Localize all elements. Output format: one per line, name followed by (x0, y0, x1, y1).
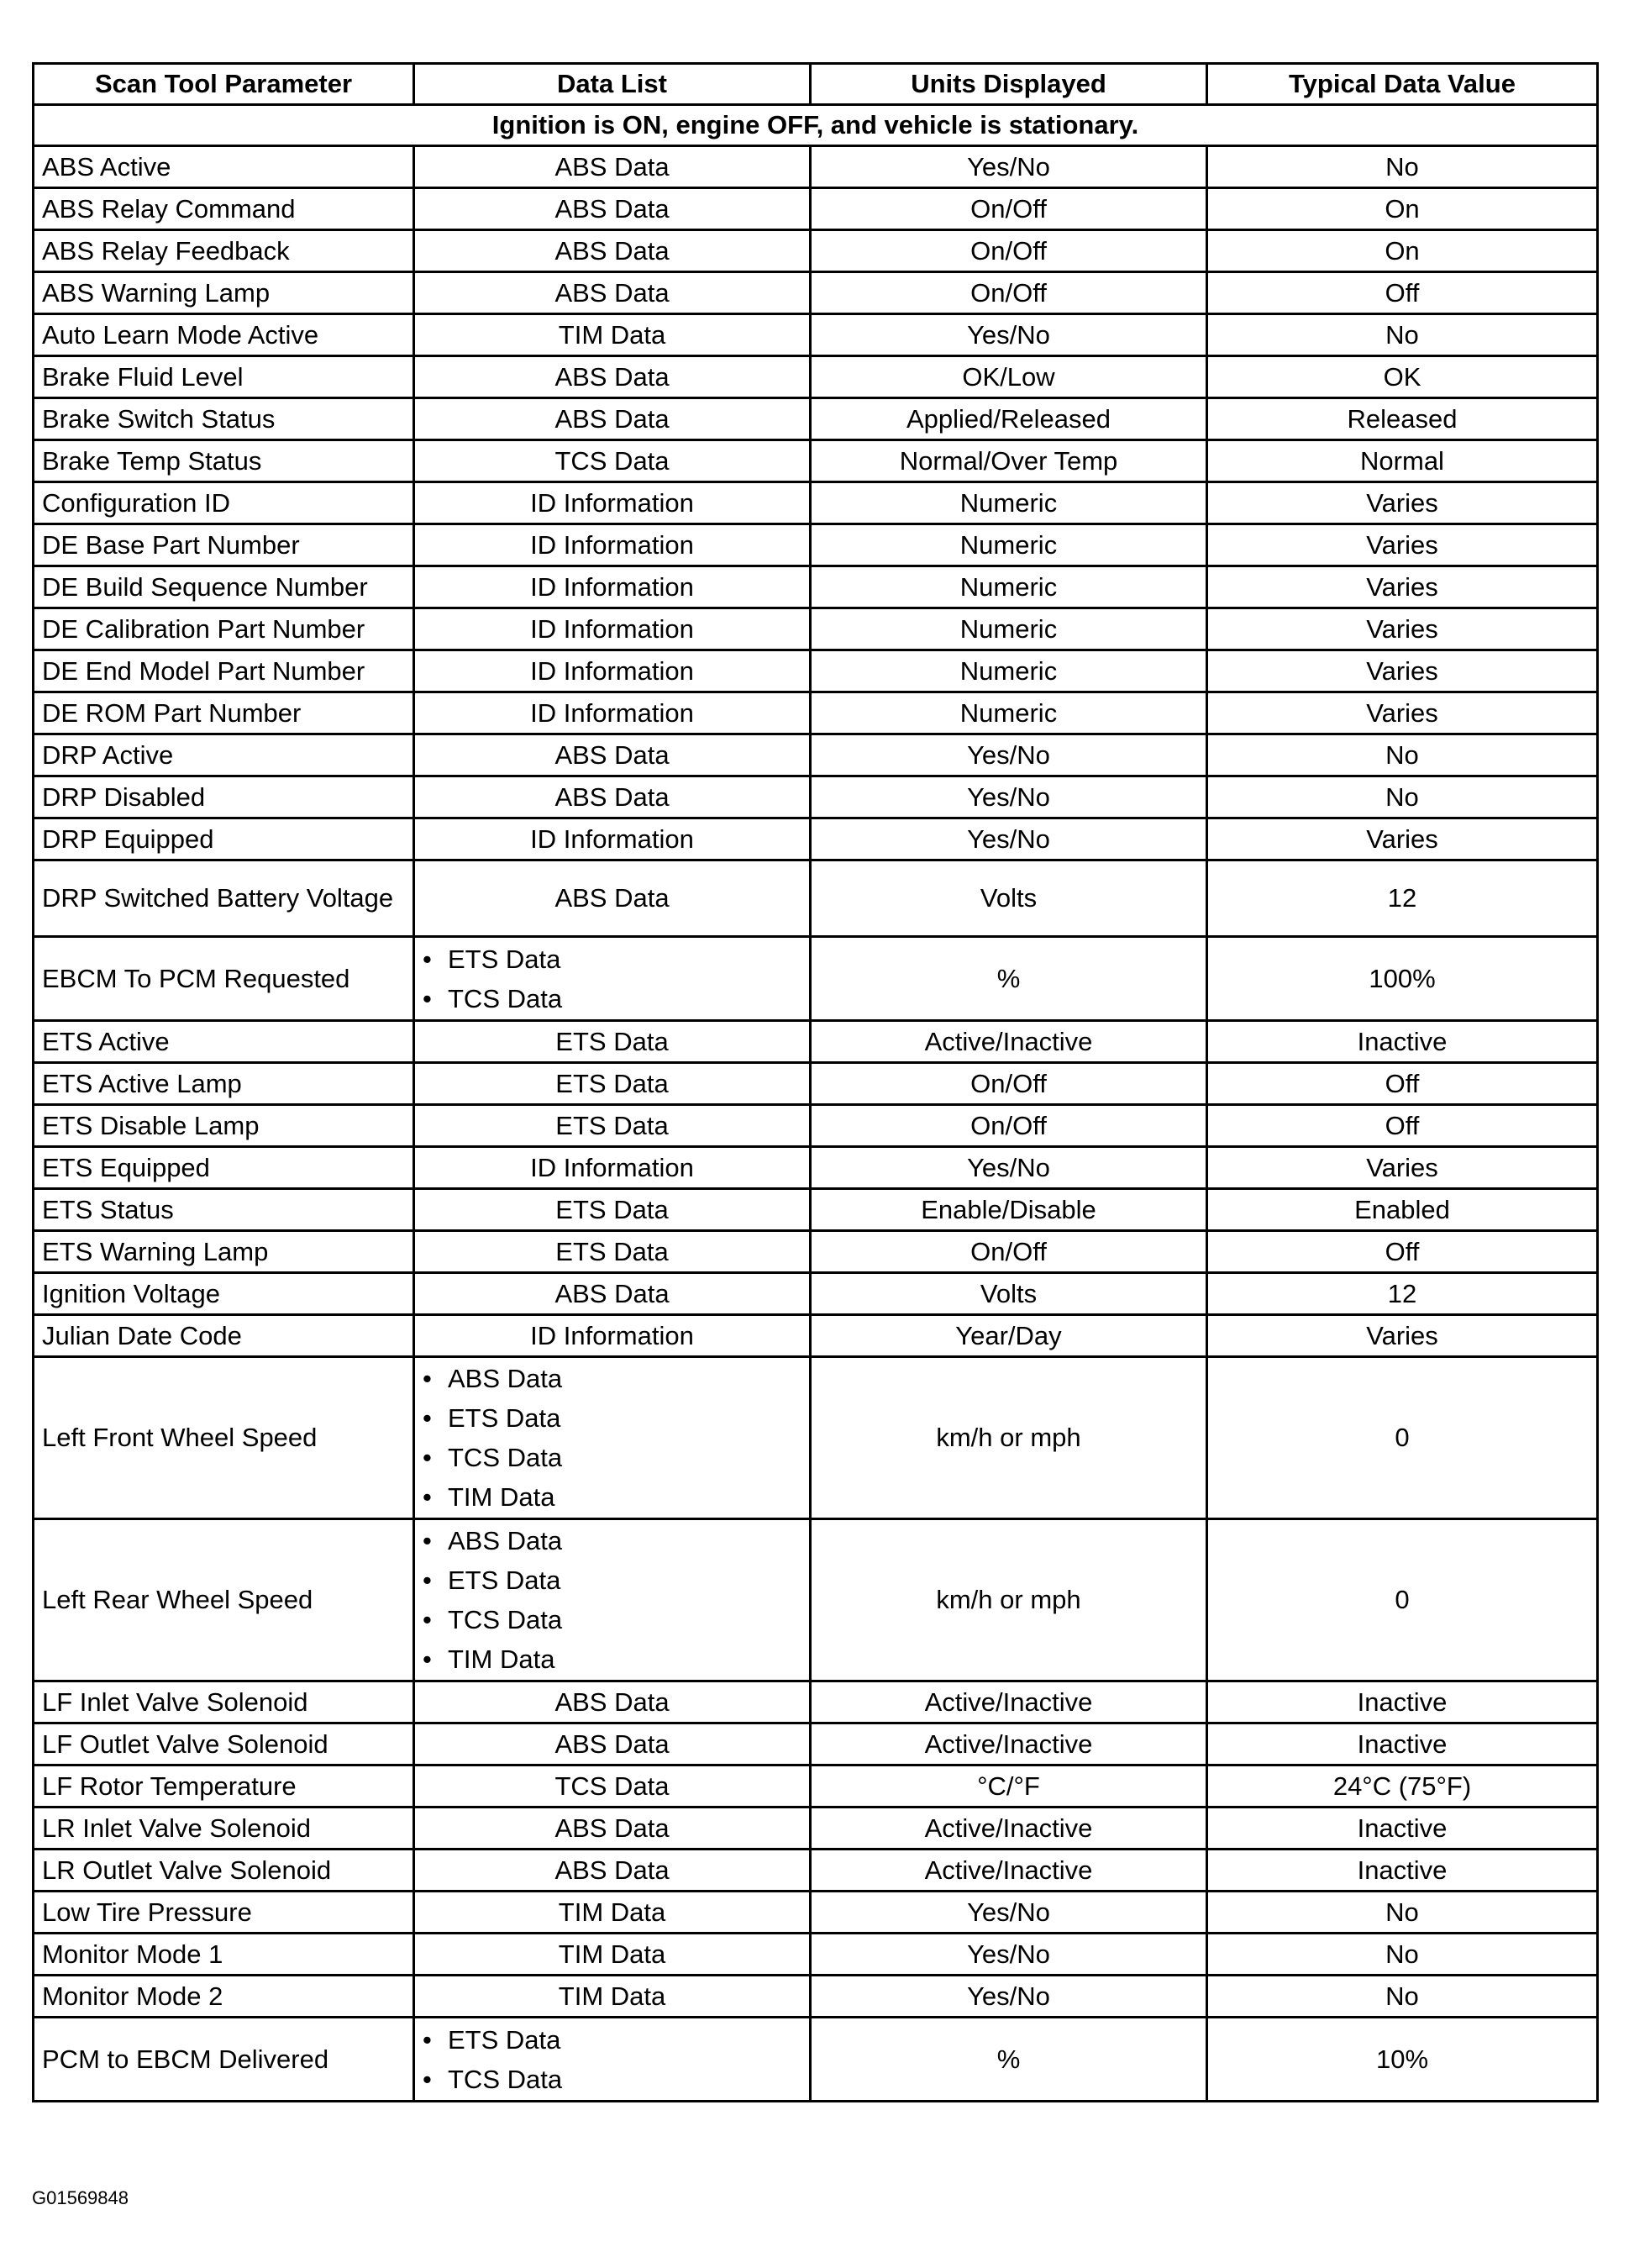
cell-data-list: ABS Data (414, 188, 811, 230)
cell-units-displayed: Active/Inactive (811, 1808, 1207, 1850)
table-row (34, 1315, 1598, 1357)
cell-data-list: ID Information (414, 608, 811, 650)
data-list-item: • ETS Data (423, 1398, 801, 1438)
table-body (34, 105, 1598, 2102)
cell-typical-value: Inactive (1207, 1850, 1598, 1892)
cell-data-list: ABS Data (414, 776, 811, 818)
cell-parameter: DRP Active (34, 734, 414, 776)
table-row (34, 1850, 1598, 1892)
cell-typical-value: Inactive (1207, 1681, 1598, 1723)
cell-typical-value: No (1207, 1976, 1598, 2018)
condition-row (34, 105, 1598, 146)
cell-typical-value: Varies (1207, 1315, 1598, 1357)
table-row (34, 937, 1598, 1021)
cell-parameter: DE Calibration Part Number (34, 608, 414, 650)
data-list-item: • TCS Data (423, 2060, 801, 2099)
table-row (34, 440, 1598, 482)
cell-parameter: ETS Active Lamp (34, 1063, 414, 1105)
cell-units-displayed: On/Off (811, 1063, 1207, 1105)
cell-data-list: ID Information (414, 692, 811, 734)
table-row (34, 1808, 1598, 1850)
cell-typical-value: 24°C (75°F) (1207, 1765, 1598, 1808)
table-row (34, 356, 1598, 398)
cell-units-displayed: Numeric (811, 608, 1207, 650)
table-row (34, 734, 1598, 776)
cell-units-displayed: On/Off (811, 1105, 1207, 1147)
table-row (34, 1765, 1598, 1808)
cell-typical-value: 12 (1207, 1273, 1598, 1315)
cell-units-displayed: Yes/No (811, 146, 1207, 188)
cell-typical-value: Varies (1207, 650, 1598, 692)
cell-data-list: ID Information (414, 1147, 811, 1189)
cell-parameter: DE Base Part Number (34, 524, 414, 566)
cell-typical-value: Varies (1207, 1147, 1598, 1189)
cell-units-displayed: On/Off (811, 272, 1207, 314)
data-list-item: • TIM Data (423, 1639, 801, 1679)
cell-parameter: ETS Status (34, 1189, 414, 1231)
cell-data-list: ID Information (414, 650, 811, 692)
cell-data-list: ABS Data (414, 146, 811, 188)
cell-typical-value: Varies (1207, 524, 1598, 566)
table-row (34, 524, 1598, 566)
cell-typical-value: Inactive (1207, 1808, 1598, 1850)
cell-data-list: TIM Data (414, 314, 811, 356)
cell-units-displayed: Numeric (811, 566, 1207, 608)
cell-units-displayed: Numeric (811, 692, 1207, 734)
cell-units-displayed: OK/Low (811, 356, 1207, 398)
cell-parameter: LF Inlet Valve Solenoid (34, 1681, 414, 1723)
cell-data-list (414, 1357, 811, 1519)
cell-units-displayed: Numeric (811, 650, 1207, 692)
cell-units-displayed: Yes/No (811, 776, 1207, 818)
cell-units-displayed: On/Off (811, 1231, 1207, 1273)
cell-typical-value: Varies (1207, 608, 1598, 650)
table-row (34, 1976, 1598, 2018)
cell-data-list (414, 1519, 811, 1681)
table-header (34, 64, 1598, 105)
data-list-item: • TCS Data (423, 979, 801, 1018)
table-row (34, 1021, 1598, 1063)
table-row (34, 1189, 1598, 1231)
cell-parameter: ABS Active (34, 146, 414, 188)
cell-units-displayed: km/h or mph (811, 1357, 1207, 1519)
table-row (34, 398, 1598, 440)
cell-parameter: Left Front Wheel Speed (34, 1357, 414, 1519)
cell-parameter: Configuration ID (34, 482, 414, 524)
cell-typical-value: No (1207, 146, 1598, 188)
cell-typical-value: No (1207, 1934, 1598, 1976)
table-row (34, 650, 1598, 692)
cell-typical-value: Off (1207, 1105, 1598, 1147)
cell-parameter: EBCM To PCM Requested (34, 937, 414, 1021)
table-row (34, 1147, 1598, 1189)
cell-units-displayed: km/h or mph (811, 1519, 1207, 1681)
cell-typical-value: Off (1207, 272, 1598, 314)
cell-typical-value: Off (1207, 1063, 1598, 1105)
cell-units-displayed: Yes/No (811, 734, 1207, 776)
cell-data-list: ABS Data (414, 1681, 811, 1723)
cell-typical-value: 0 (1207, 1357, 1598, 1519)
cell-data-list: ABS Data (414, 860, 811, 937)
cell-units-displayed: Yes/No (811, 314, 1207, 356)
cell-typical-value: 0 (1207, 1519, 1598, 1681)
cell-parameter: Julian Date Code (34, 1315, 414, 1357)
cell-typical-value: No (1207, 776, 1598, 818)
cell-units-displayed: On/Off (811, 230, 1207, 272)
cell-data-list: ABS Data (414, 1723, 811, 1765)
cell-parameter: Auto Learn Mode Active (34, 314, 414, 356)
header-row (34, 64, 1598, 105)
cell-data-list: ABS Data (414, 398, 811, 440)
cell-data-list: ID Information (414, 524, 811, 566)
cell-units-displayed: Active/Inactive (811, 1723, 1207, 1765)
data-list-bullets (423, 939, 801, 1018)
cell-parameter: DRP Switched Battery Voltage (34, 860, 414, 937)
cell-parameter: Brake Fluid Level (34, 356, 414, 398)
table-row (34, 608, 1598, 650)
cell-units-displayed: Year/Day (811, 1315, 1207, 1357)
cell-parameter: Brake Temp Status (34, 440, 414, 482)
cell-parameter: Monitor Mode 1 (34, 1934, 414, 1976)
cell-parameter: ABS Relay Feedback (34, 230, 414, 272)
data-list-bullets (423, 1359, 801, 1517)
cell-parameter: DE Build Sequence Number (34, 566, 414, 608)
cell-units-displayed: On/Off (811, 188, 1207, 230)
cell-typical-value: No (1207, 314, 1598, 356)
cell-parameter: DE ROM Part Number (34, 692, 414, 734)
cell-units-displayed: Numeric (811, 524, 1207, 566)
cell-units-displayed: Volts (811, 860, 1207, 937)
condition-text: Ignition is ON, engine OFF, and vehicle is stationary. (34, 105, 1598, 146)
cell-units-displayed: Yes/No (811, 1892, 1207, 1934)
cell-units-displayed: Yes/No (811, 1976, 1207, 2018)
cell-parameter: ETS Warning Lamp (34, 1231, 414, 1273)
cell-data-list: ABS Data (414, 230, 811, 272)
table-row (34, 188, 1598, 230)
table-row (34, 230, 1598, 272)
cell-units-displayed: Applied/Released (811, 398, 1207, 440)
table-row (34, 566, 1598, 608)
cell-parameter: Ignition Voltage (34, 1273, 414, 1315)
cell-typical-value: Varies (1207, 482, 1598, 524)
table-row (34, 1519, 1598, 1681)
data-list-item: • ABS Data (423, 1521, 801, 1560)
table-row (34, 860, 1598, 937)
cell-data-list: TIM Data (414, 1976, 811, 2018)
cell-units-displayed: Volts (811, 1273, 1207, 1315)
header-units-displayed: Units Displayed (811, 64, 1207, 105)
cell-typical-value: Inactive (1207, 1723, 1598, 1765)
cell-units-displayed: Numeric (811, 482, 1207, 524)
cell-data-list: ABS Data (414, 734, 811, 776)
cell-typical-value: No (1207, 1892, 1598, 1934)
cell-data-list: TIM Data (414, 1934, 811, 1976)
cell-typical-value: OK (1207, 356, 1598, 398)
table-row (34, 146, 1598, 188)
cell-units-displayed: % (811, 937, 1207, 1021)
table-row (34, 818, 1598, 860)
cell-parameter: Low Tire Pressure (34, 1892, 414, 1934)
cell-data-list: ABS Data (414, 272, 811, 314)
table-row (34, 1681, 1598, 1723)
table-row (34, 482, 1598, 524)
cell-typical-value: Released (1207, 398, 1598, 440)
data-list-item: • ABS Data (423, 1359, 801, 1398)
data-list-item: • TCS Data (423, 1438, 801, 1477)
cell-data-list: TCS Data (414, 440, 811, 482)
cell-typical-value: 10% (1207, 2018, 1598, 2102)
cell-data-list: TCS Data (414, 1765, 811, 1808)
cell-units-displayed: Yes/No (811, 1147, 1207, 1189)
cell-typical-value: 12 (1207, 860, 1598, 937)
cell-units-displayed: Yes/No (811, 818, 1207, 860)
figure-id: G01569848 (32, 2187, 129, 2208)
cell-typical-value: Inactive (1207, 1021, 1598, 1063)
table-row (34, 2018, 1598, 2102)
table-row (34, 1273, 1598, 1315)
cell-parameter: Monitor Mode 2 (34, 1976, 414, 2018)
cell-data-list: TIM Data (414, 1892, 811, 1934)
cell-data-list (414, 2018, 811, 2102)
data-list-item: • TCS Data (423, 1600, 801, 1639)
cell-typical-value: Varies (1207, 692, 1598, 734)
cell-parameter: PCM to EBCM Delivered (34, 2018, 414, 2102)
header-typical-data-value: Typical Data Value (1207, 64, 1598, 105)
cell-data-list: ID Information (414, 566, 811, 608)
cell-data-list: ABS Data (414, 1808, 811, 1850)
table-row (34, 272, 1598, 314)
cell-units-displayed: Enable/Disable (811, 1189, 1207, 1231)
cell-data-list: ABS Data (414, 1273, 811, 1315)
data-list-item: • ETS Data (423, 1560, 801, 1600)
table-row (34, 1357, 1598, 1519)
cell-units-displayed: % (811, 2018, 1207, 2102)
cell-parameter: DRP Equipped (34, 818, 414, 860)
cell-data-list (414, 937, 811, 1021)
cell-data-list: ID Information (414, 482, 811, 524)
table-row (34, 314, 1598, 356)
cell-data-list: ETS Data (414, 1021, 811, 1063)
cell-data-list: ABS Data (414, 356, 811, 398)
cell-parameter: Brake Switch Status (34, 398, 414, 440)
table-row (34, 776, 1598, 818)
data-list-item: • ETS Data (423, 2020, 801, 2060)
cell-data-list: ETS Data (414, 1231, 811, 1273)
cell-typical-value: Enabled (1207, 1189, 1598, 1231)
cell-parameter: LR Inlet Valve Solenoid (34, 1808, 414, 1850)
cell-typical-value: Normal (1207, 440, 1598, 482)
cell-parameter: ABS Relay Command (34, 188, 414, 230)
cell-parameter: LR Outlet Valve Solenoid (34, 1850, 414, 1892)
cell-data-list: ID Information (414, 818, 811, 860)
data-list-bullets (423, 2020, 801, 2099)
cell-typical-value: No (1207, 734, 1598, 776)
cell-parameter: LF Outlet Valve Solenoid (34, 1723, 414, 1765)
cell-data-list: ETS Data (414, 1105, 811, 1147)
header-scan-tool-parameter: Scan Tool Parameter (34, 64, 414, 105)
header-data-list: Data List (414, 64, 811, 105)
cell-data-list: ABS Data (414, 1850, 811, 1892)
cell-parameter: DRP Disabled (34, 776, 414, 818)
data-list-bullets (423, 1521, 801, 1679)
cell-typical-value: Varies (1207, 818, 1598, 860)
cell-units-displayed: Active/Inactive (811, 1021, 1207, 1063)
cell-parameter: Left Rear Wheel Speed (34, 1519, 414, 1681)
cell-parameter: ABS Warning Lamp (34, 272, 414, 314)
cell-parameter: ETS Active (34, 1021, 414, 1063)
cell-typical-value: Off (1207, 1231, 1598, 1273)
cell-parameter: ETS Disable Lamp (34, 1105, 414, 1147)
cell-units-displayed: °C/°F (811, 1765, 1207, 1808)
cell-parameter: LF Rotor Temperature (34, 1765, 414, 1808)
cell-parameter: ETS Equipped (34, 1147, 414, 1189)
cell-typical-value: On (1207, 188, 1598, 230)
data-list-item: • ETS Data (423, 939, 801, 979)
cell-parameter: DE End Model Part Number (34, 650, 414, 692)
cell-data-list: ID Information (414, 1315, 811, 1357)
scan-tool-data-table (32, 62, 1599, 2102)
table-row (34, 1105, 1598, 1147)
table-row (34, 692, 1598, 734)
cell-units-displayed: Active/Inactive (811, 1681, 1207, 1723)
cell-data-list: ETS Data (414, 1189, 811, 1231)
cell-units-displayed: Active/Inactive (811, 1850, 1207, 1892)
cell-typical-value: Varies (1207, 566, 1598, 608)
cell-typical-value: 100% (1207, 937, 1598, 1021)
cell-data-list: ETS Data (414, 1063, 811, 1105)
cell-typical-value: On (1207, 230, 1598, 272)
cell-units-displayed: Normal/Over Temp (811, 440, 1207, 482)
table-row (34, 1063, 1598, 1105)
table-row (34, 1892, 1598, 1934)
table-row (34, 1934, 1598, 1976)
table-row (34, 1231, 1598, 1273)
data-list-item: • TIM Data (423, 1477, 801, 1517)
cell-units-displayed: Yes/No (811, 1934, 1207, 1976)
table-row (34, 1723, 1598, 1765)
